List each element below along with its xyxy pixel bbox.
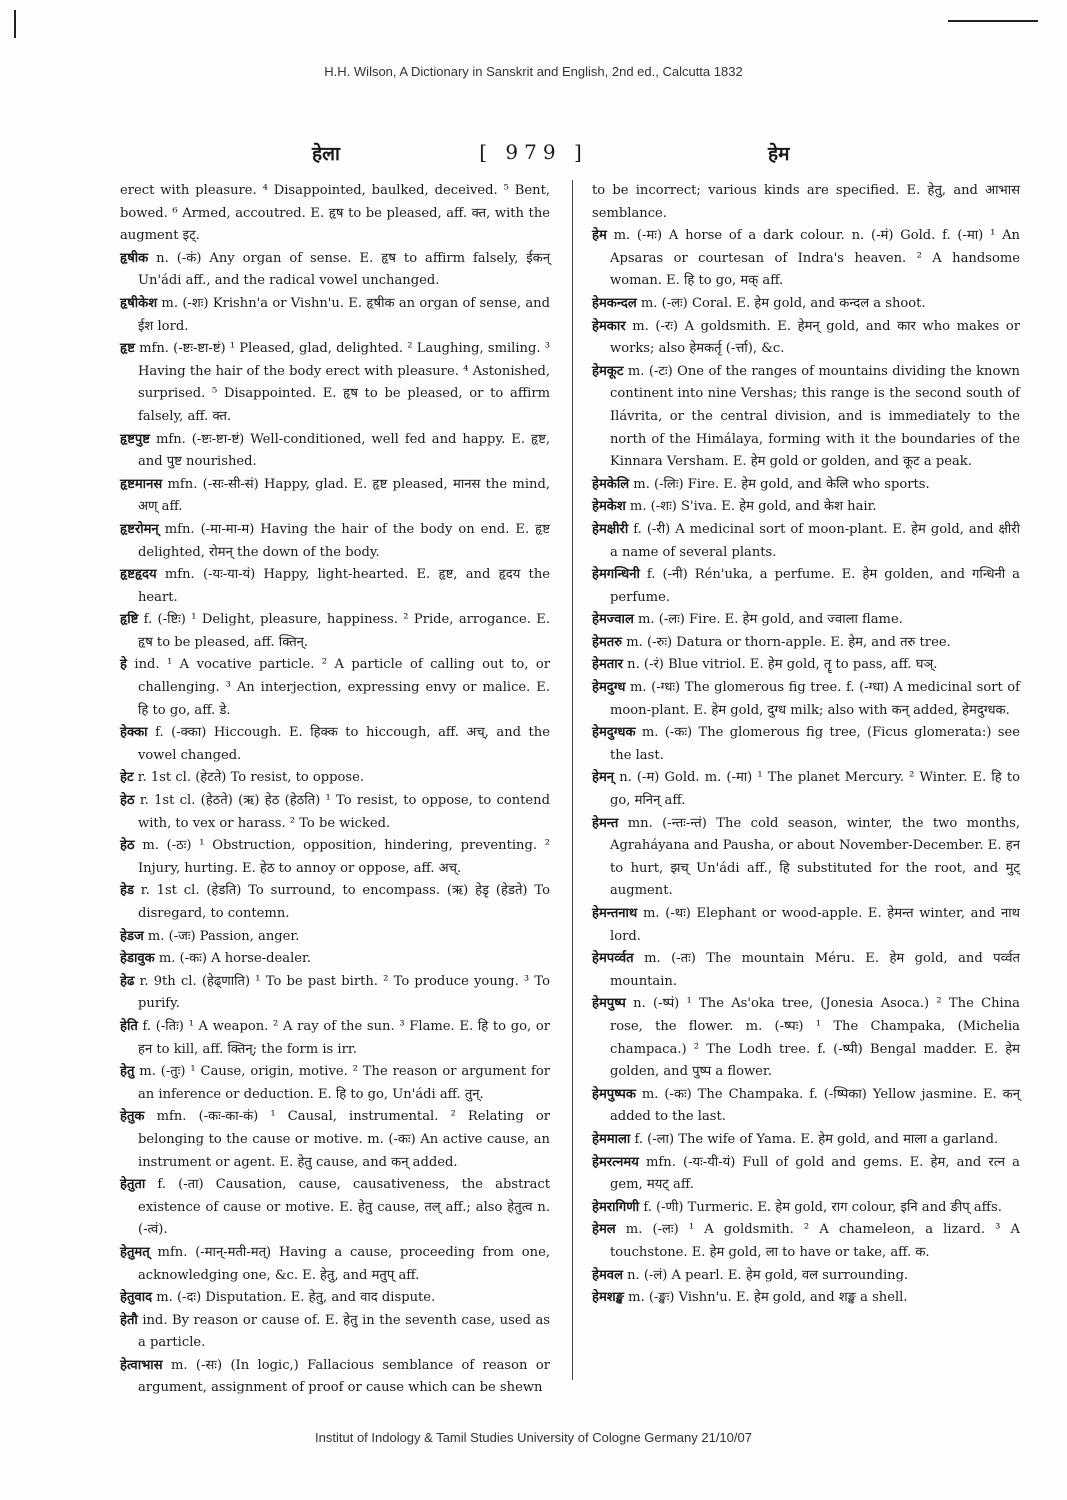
entry-headword: हेमज्वाल xyxy=(592,612,634,628)
dictionary-entry xyxy=(120,722,550,767)
entry-definition: f. (-क्का) Hiccough. E. हिक्क to hiccough, aff. अच्, and the vowel changed. xyxy=(138,725,550,763)
entry-definition: m. (-कः) The glomerous fig tree, (Ficus glomerata:) see the last. xyxy=(610,725,1020,763)
dictionary-entry xyxy=(120,338,550,428)
entry-definition: m. (-थः) Elephant or wood-apple. E. हेमन्त winter, and नाथ lord. xyxy=(610,906,1020,944)
entry-definition: n. (-ष्पं) ¹ The As'oka tree, (Jonesia Asoca.) ² The China rose, the flower. m. (-ष्पः) ¹ The Champaka, (Michelia champaca.) ² The Lodh tree. f. (-ष्पी) Bengal madder. E. हेम golden, and पुष्प a flower. xyxy=(610,996,1020,1080)
entry-definition: m. (-कः) A horse-dealer. xyxy=(154,951,312,967)
entry-headword: हेत्वाभास xyxy=(120,1357,163,1373)
entry-definition: mfn. (-सः-सी-सं) Happy, glad. E. हृष्ट pleased, मानस the mind, अण् aff. xyxy=(138,476,550,515)
entry-headword: हेमशङ्ख xyxy=(592,1290,624,1306)
entry-definition: r. 1st cl. (हेडति) To surround, to encompass. (ऋ) हेडृ (हेडते) To disregard, to contemn. xyxy=(133,883,550,921)
entry-headword: हेठ xyxy=(120,838,135,854)
dictionary-entry xyxy=(120,1355,550,1400)
entry-definition: ind. ¹ A vocative particle. ² A particle of calling out to, or challenging. ³ An interjection, expressing envy or malice. E. हि to go, aff. डे. xyxy=(126,657,550,718)
entry-definition: m. (-टः) One of the ranges of mountains dividing the known continent into nine Vershas; this range is the second south of Ilávrita, or the central division, and is immediately to the north of the Himálaya, forming with it the boundaries of the Kinnara Versham. E. हेम gold or golden, and कूट a peak. xyxy=(610,363,1020,470)
dictionary-entry xyxy=(592,361,1020,474)
entry-definition: m. (-लः) Coral. E. हेम gold, and कन्दल a shoot. xyxy=(636,295,926,311)
entry-definition: m. (-जः) Passion, anger. xyxy=(143,928,300,944)
entry-definition: mfn. (-कः-का-कं) ¹ Causal, instrumental. ² Relating or belonging to the cause or motive. m. (-कः) An active cause, an instrument or agent. E. हेतु cause, and कन् added. xyxy=(138,1109,550,1170)
entry-headword: हेमवल xyxy=(592,1267,623,1283)
left-margin-mark xyxy=(14,10,16,38)
dictionary-entry xyxy=(592,564,1020,609)
dictionary-entry xyxy=(120,293,550,338)
entry-headword: हृष्टि xyxy=(120,612,139,628)
entry-definition: mn. (-न्तः-न्तं) The cold season, winter, the two months, Agraháyana and Pausha, or about November-December. E. हन to hurt, झच् Un'ádi aff., हि substituted for the root, and मुट् augment. xyxy=(610,815,1020,899)
dictionary-entry xyxy=(592,632,1020,655)
top-rule-right xyxy=(948,20,1038,22)
entry-headword: हेमरत्नमय xyxy=(592,1154,639,1170)
dictionary-entry xyxy=(592,948,1020,993)
dictionary-entry xyxy=(592,903,1020,948)
entry-definition: to be incorrect; various kinds are specified. E. हेतु, and आभास semblance. xyxy=(592,183,1020,221)
entry-headword: हे xyxy=(120,657,127,673)
entry-headword: हृष्टरोमन् xyxy=(120,521,159,537)
column-divider xyxy=(572,180,573,1380)
entry-definition: m. (-कः) The Champaka. f. (-ष्पिका) Yellow jasmine. E. कन् added to the last. xyxy=(610,1086,1020,1125)
entry-definition: f. (-ला) The wife of Yama. E. हेम gold, and माला a garland. xyxy=(630,1131,999,1147)
entry-definition: mfn. (-मान्-मती-मत्) Having a cause, proceeding from one, acknowledging one, &c. E. हेतु, and मतुप् aff. xyxy=(138,1244,550,1283)
dictionary-entry xyxy=(120,926,550,949)
entry-headword: हृष्टपुष्ट xyxy=(120,431,150,447)
entry-headword: हेमतार xyxy=(592,657,623,673)
entry-definition: n. (-कं) Any organ of sense. E. हृष to affirm falsely, ईकन् Un'ádi aff., and the radical vowel unchanged. xyxy=(138,250,550,289)
entry-definition: mfn. (-ष्टः-ष्टा-ष्टं) Well-conditioned, well fed and happy. E. हृष्ट, and पुष्ट nourished. xyxy=(138,431,550,470)
right-column xyxy=(592,180,1020,1310)
entry-definition: f. (-ता) Causation, cause, causativeness, the abstract existence of cause or motive. E. हेतु cause, तल् aff.; also हेतुत्व n. (-त्वं). xyxy=(138,1177,550,1238)
dictionary-entry xyxy=(120,948,550,971)
dictionary-entry xyxy=(592,609,1020,632)
dictionary-entry xyxy=(592,225,1020,293)
entry-headword: हेक्का xyxy=(120,725,148,741)
entry-definition: m. (-मः) A horse of a dark colour. n. (-मं) Gold. f. (-मा) ¹ An Apsaras or courtesan of Indra's heaven. ² A handsome woman. E. हि to go, मक् aff. xyxy=(606,228,1020,289)
entry-headword: हृष्टहृदय xyxy=(120,567,157,583)
entry-definition: n. (-म) Gold. m. (-मा) ¹ The planet Mercury. ² Winter. E. हि to go, मनिन् aff. xyxy=(610,770,1020,809)
dictionary-entry xyxy=(120,609,550,654)
entry-headword: हेतुमत् xyxy=(120,1244,150,1260)
dictionary-entry xyxy=(592,1084,1020,1129)
entry-headword: हेतु xyxy=(120,1064,135,1080)
entry-headword: हेमकन्दल xyxy=(592,295,637,311)
entry-definition: m. (-तः) The mountain Méru. E. हेम gold, and पर्व्वत mountain. xyxy=(610,951,1020,989)
entry-definition: f. (-ष्टिः) ¹ Delight, pleasure, happiness. ² Pride, arrogance. E. हृष to be pleased, aff. क्तिन्. xyxy=(138,612,550,650)
dictionary-entry xyxy=(592,496,1020,519)
dictionary-entry xyxy=(120,654,550,722)
entry-headword: हेतुता xyxy=(120,1177,146,1193)
dictionary-entry xyxy=(120,180,550,248)
entry-headword: हेमकेलि xyxy=(592,476,630,492)
entry-headword: हेमल xyxy=(592,1222,616,1238)
dictionary-entry xyxy=(592,677,1020,722)
running-head-left: हेला xyxy=(312,143,340,165)
entry-headword: हेमकूट xyxy=(592,363,624,379)
entry-headword: हृषीकेश xyxy=(120,295,158,311)
entry-definition: r. 1st cl. (हेठते) (ऋ) हेठ (हेठति) ¹ To resist, to oppose, to contend with, to vex or harass. ² To be wicked. xyxy=(134,793,550,831)
entry-definition: f. (-तिः) ¹ A weapon. ² A ray of the sun. ³ Flame. E. हि to go, or हन to kill, aff. क्तिन्; the form is irr. xyxy=(137,1018,550,1057)
entry-definition: r. 9th cl. (हेढ्णाति) ¹ To be past birth. ² To produce young. ³ To purify. xyxy=(134,973,550,1012)
entry-headword: हेमक्षीरी xyxy=(592,521,629,537)
entry-headword: हेति xyxy=(120,1018,138,1034)
running-head-right: हेम xyxy=(768,143,790,165)
dictionary-entry xyxy=(592,316,1020,361)
entry-headword: हेमन्त xyxy=(592,815,619,831)
entry-headword: हेमदुग्धक xyxy=(592,725,636,741)
dictionary-entry xyxy=(120,474,550,519)
entry-definition: erect with pleasure. ⁴ Disappointed, baulked, deceived. ⁵ Bent, bowed. ⁶ Armed, accoutred. E. हृष to be pleased, aff. क्त, with the augment इट्. xyxy=(120,183,550,244)
page-number: [ 979 ] xyxy=(479,140,588,164)
entry-headword: हेमपर्व्वत xyxy=(592,951,634,967)
entry-headword: हेमपुष्प xyxy=(592,996,626,1012)
entry-definition: mfn. (-मा-मा-म) Having the hair of the body on end. E. हृष्ट delighted, रोमन् the down of the body. xyxy=(138,521,550,560)
entry-headword: हेतुवाद xyxy=(120,1290,153,1306)
dictionary-entry xyxy=(592,767,1020,812)
entry-headword: हृष्ट xyxy=(120,341,135,357)
entry-definition: f. (-नी) Rén'uka, a perfume. E. हेम golden, and गन्धिनी a perfume. xyxy=(610,567,1020,605)
entry-definition: mfn. (-ष्टः-ष्टा-ष्टं) ¹ Pleased, glad, delighted. ² Laughing, smiling. ³ Having the hair of the body erect with pleasure. ⁴ Astonished, surprised. ⁵ Disappointed. E. हृष to be pleased, or to affirm falsely, aff. क्त. xyxy=(134,341,550,424)
dictionary-entry xyxy=(120,835,550,880)
entry-headword: हेड xyxy=(120,883,134,899)
entry-definition: n. (-रं) Blue vitriol. E. हेम gold, तॄ to pass, aff. घञ्. xyxy=(623,657,938,673)
entry-definition: m. (-तुः) ¹ Cause, origin, motive. ² The reason or argument for an inference or deduction. E. हि to go, Un'ádi aff. तुन्. xyxy=(134,1064,550,1102)
entry-definition: m. (-ङ्खः) Vishn'u. E. हेम gold, and शङ्ख a shell. xyxy=(623,1290,908,1306)
entry-definition: f. (-री) A medicinal sort of moon-plant. E. हेम gold, and क्षीरी a name of several plants. xyxy=(610,521,1020,560)
entry-definition: m. (-लिः) Fire. E. हेम gold, and केलि who sports. xyxy=(629,476,930,492)
dictionary-entry xyxy=(592,1152,1020,1197)
entry-definition: m. (-शः) S'iva. E. हेम gold, and केश hair. xyxy=(625,499,877,515)
entry-definition: m. (-ग्धः) The glomerous fig tree. f. (-ग्धा) A medicinal sort of moon-plant. E. हेम gold, दुग्ध milk; also with कन् added, हेमदुग्धक. xyxy=(610,680,1020,718)
dictionary-entry xyxy=(120,1106,550,1174)
entry-definition: m. (-लः) Fire. E. हेम gold, and ज्वाला flame. xyxy=(633,612,903,628)
dictionary-entry xyxy=(592,1265,1020,1288)
entry-headword: हेडावुक xyxy=(120,951,155,967)
dictionary-entry xyxy=(120,1016,550,1061)
entry-headword: हेढ xyxy=(120,973,135,989)
dictionary-entry xyxy=(592,1219,1020,1264)
entry-definition: m. (-शः) Krishn'a or Vishn'u. E. हृषीक an organ of sense, and ईश lord. xyxy=(138,295,550,334)
entry-headword: हेट xyxy=(120,770,134,786)
entry-definition: m. (-दः) Disputation. E. हेतु, and वाद dispute. xyxy=(152,1290,436,1306)
dictionary-entry xyxy=(592,519,1020,564)
entry-definition: mfn. (-यः-यी-यं) Full of gold and gems. E. हेम, and रत्न a gem, मयट् aff. xyxy=(610,1154,1020,1193)
entry-headword: हेममाला xyxy=(592,1131,631,1147)
dictionary-entry xyxy=(120,1174,550,1242)
dictionary-entry xyxy=(592,180,1020,225)
entry-definition: r. 1st cl. (हेटते) To resist, to oppose. xyxy=(133,770,365,786)
entry-headword: हेम xyxy=(592,228,607,244)
dictionary-entry xyxy=(120,429,550,474)
dictionary-entry xyxy=(120,880,550,925)
entry-definition: n. (-लं) A pearl. E. हेम gold, वल surrounding. xyxy=(622,1267,909,1283)
entry-headword: हेमदुग्ध xyxy=(592,680,626,696)
dictionary-entry xyxy=(120,248,550,293)
entry-headword: हेमपुष्पक xyxy=(592,1086,636,1102)
entry-definition: m. (-रः) A goldsmith. E. हेमन् gold, and कार who makes or works; also हेमकर्तृ (-र्त्ता), &c. xyxy=(610,318,1020,357)
dictionary-entry xyxy=(120,519,550,564)
dictionary-entry xyxy=(120,564,550,609)
dictionary-entry xyxy=(592,1287,1020,1310)
header-caption: H.H. Wilson, A Dictionary in Sanskrit and English, 2nd ed., Calcutta 1832 xyxy=(324,64,743,79)
entry-definition: m. (-रुः) Datura or thorn-apple. E. हेम, and तरु tree. xyxy=(622,634,951,650)
entry-headword: हेमन् xyxy=(592,770,615,786)
dictionary-entry xyxy=(592,813,1020,903)
entry-headword: हृष्टमानस xyxy=(120,476,163,492)
dictionary-entry xyxy=(120,1287,550,1310)
dictionary-entry xyxy=(120,1061,550,1106)
entry-headword: हेमरागिणी xyxy=(592,1199,640,1215)
entry-headword: हेतुक xyxy=(120,1109,145,1125)
dictionary-entry xyxy=(120,971,550,1016)
entry-definition: ind. By reason or cause of. E. हेतु in the seventh case, used as a particle. xyxy=(137,1312,550,1351)
entry-definition: m. (-ठः) ¹ Obstruction, opposition, hindering, preventing. ² Injury, hurting. E. हेठ to annoy or oppose, aff. अच्. xyxy=(134,838,550,876)
entry-headword: हेतौ xyxy=(120,1312,138,1328)
entry-headword: हेमगन्धिनी xyxy=(592,567,640,583)
entry-headword: हेमतरु xyxy=(592,634,623,650)
dictionary-entry xyxy=(120,1310,550,1355)
dictionary-entry xyxy=(592,1129,1020,1152)
entry-headword: हेमकार xyxy=(592,318,626,334)
dictionary-entry xyxy=(120,767,550,790)
dictionary-entry xyxy=(592,993,1020,1083)
dictionary-entry xyxy=(592,654,1020,677)
entry-definition: mfn. (-यः-या-यं) Happy, light-hearted. E. हृष्ट, and हृदय the heart. xyxy=(138,567,550,605)
entry-headword: हेठ xyxy=(120,793,135,809)
entry-headword: हेमन्तनाथ xyxy=(592,906,638,921)
dictionary-entry xyxy=(120,1242,550,1287)
dictionary-entry xyxy=(592,293,1020,316)
dictionary-entry xyxy=(592,474,1020,497)
footer-caption: Institut of Indology & Tamil Studies University of Cologne Germany 21/10/07 xyxy=(315,1430,752,1445)
entry-headword: हेमकेश xyxy=(592,499,626,515)
entry-definition: f. (-णी) Turmeric. E. हेम gold, राग colour, इनि and ङीप् affs. xyxy=(639,1199,1002,1215)
dictionary-entry xyxy=(592,722,1020,767)
left-column xyxy=(120,180,550,1400)
entry-definition: m. (-सः) (In logic,) Fallacious semblance of reason or argument, assignment of proof or cause which can be shewn xyxy=(138,1357,550,1396)
dictionary-entry xyxy=(120,790,550,835)
dictionary-entry xyxy=(592,1197,1020,1220)
entry-headword: हृषीक xyxy=(120,250,149,266)
entry-definition: m. (-लः) ¹ A goldsmith. ² A chameleon, a lizard. ³ A touchstone. E. हेम gold, ला to have or take, aff. क. xyxy=(610,1222,1020,1260)
entry-headword: हेडज xyxy=(120,928,144,944)
